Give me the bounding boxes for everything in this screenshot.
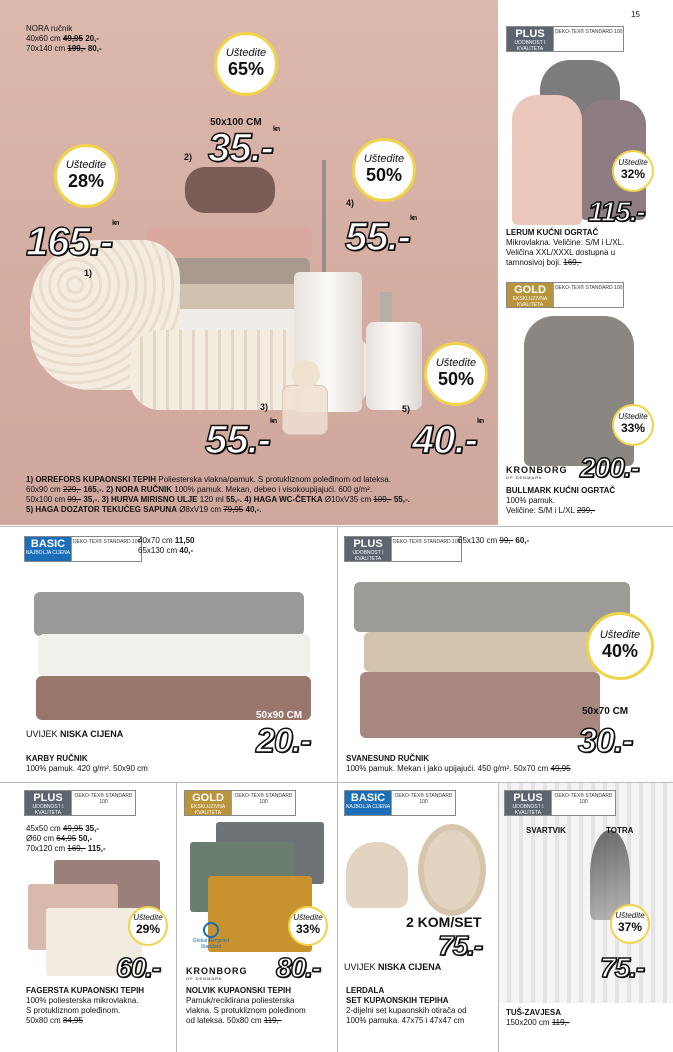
hero-desc-price: 55,-. <box>226 495 243 504</box>
price-value: 35.- <box>208 126 273 170</box>
nora-info <box>26 24 102 54</box>
badge-label <box>185 791 231 815</box>
price-nora <box>208 126 279 171</box>
old-price: 299,- <box>576 506 596 515</box>
savings-burst-29 <box>128 906 168 946</box>
karby-variants <box>138 536 195 556</box>
fagersta-info <box>26 986 174 1026</box>
savings-burst-50-wc <box>352 138 416 202</box>
burst-value: 32% <box>620 167 646 181</box>
product-desc: 100% pamuka. 47x75 i 47x47 cm <box>346 1016 465 1025</box>
old-price: 119,- <box>263 1016 282 1025</box>
svanesund-variant <box>458 536 529 546</box>
product-desc: 100% pamuk. 420 g/m². 50x90 cm <box>26 764 148 773</box>
badge-label <box>345 791 391 815</box>
badge-title: PLUS <box>513 792 543 804</box>
burst-value: 28% <box>67 171 105 191</box>
hero-panel <box>0 0 498 525</box>
nolvik-info <box>186 986 334 1026</box>
nora-new1: 20,- <box>85 34 99 43</box>
product-desc: 2-dijelni set kupaonskih otirača od <box>346 1006 467 1015</box>
hero-desc-new: 35,-. <box>83 495 100 504</box>
savings-burst-33 <box>612 404 654 446</box>
old-price: 169,- <box>563 258 582 267</box>
brand-name: KRONBORG <box>506 465 568 475</box>
lerdala-info <box>346 986 496 1026</box>
karby-size-label: 50x90 CM <box>256 710 303 721</box>
nora-new2: 80,- <box>87 44 102 53</box>
tus-info <box>506 1008 666 1028</box>
lerdala-set-label: 2 KOM/SET <box>406 914 482 930</box>
plus-badge <box>344 536 462 562</box>
variant-old: 169,- <box>67 844 86 853</box>
product-desc: Pamuk/reciklirana poliesterska <box>186 996 295 1005</box>
oeko-tex-label: OEKO-TEX® STANDARD 100 <box>551 791 615 815</box>
hero-desc-size4: Ø10xV35 cm <box>324 495 372 504</box>
badge-label <box>507 283 553 307</box>
price-soap <box>412 418 483 463</box>
badge-title: GOLD <box>192 792 224 804</box>
scent-flower <box>292 360 320 388</box>
niska-text: NISKA CIJENA <box>60 729 124 739</box>
hero-desc-new: 165,-. <box>83 485 104 494</box>
badge-title: PLUS <box>33 792 63 804</box>
nora-line2 <box>26 44 102 54</box>
hero-desc-size: 50x100 cm <box>26 495 66 504</box>
product-desc <box>506 258 668 268</box>
burst-label: Uštedite <box>133 913 163 922</box>
price-lerum <box>588 196 645 228</box>
nora-line1 <box>26 34 102 44</box>
variant-svartvik: SVARTVIK <box>526 826 566 835</box>
hero-desc-text2: 100% pamuk. Mekan, debeo i visokoupijajući. 600 g/m². <box>174 485 373 494</box>
shower-curtain <box>499 783 673 1003</box>
badge-title: BASIC <box>350 792 386 804</box>
karby-towel-grey <box>34 592 304 636</box>
savings-burst-37 <box>610 904 650 944</box>
brand-sub: OF DENMARK <box>186 976 223 981</box>
product-desc: 100% pamuk. <box>506 496 555 505</box>
product-title: TUŠ-ZAVJESA <box>506 1008 561 1017</box>
price-value: 55.- <box>205 418 270 462</box>
uvijek-niska-logo <box>344 962 441 972</box>
variant-size: 40x70 cm <box>138 536 173 545</box>
variant-price: 40,- <box>179 546 194 555</box>
svanesund-towel-mauve <box>360 672 600 738</box>
hero-desc-item2: 2) NORA RUČNIK <box>106 485 173 494</box>
oeko-tex-label: OEKO-TEX® STANDARD 100 <box>391 791 455 815</box>
variant-new: 115,- <box>87 844 106 853</box>
burst-value: 37% <box>617 920 643 934</box>
nora-size1: 40x60 cm <box>26 34 61 43</box>
plus-badge <box>506 26 624 52</box>
burst-label: Uštedite <box>65 159 107 171</box>
product-desc: Mikrovlakna. Veličine: S/M i L/XL. <box>506 238 625 247</box>
nora-title: NORA ručnik <box>26 24 73 33</box>
variant-row <box>26 834 106 844</box>
oeko-tex-label: OEKO-TEX® STANDARD 100 <box>71 791 135 815</box>
price-bullmark <box>580 452 639 484</box>
oeko-tex-label: OEKO-TEX® STANDARD 100 <box>71 537 141 561</box>
savings-burst-28 <box>54 144 118 208</box>
v-divider-mid <box>337 527 338 782</box>
price-orrefors <box>26 220 118 265</box>
hero-desc-text1: Poliesterska vlakna/pamuk. S protukliznom poleđinom od lateksa. <box>158 475 391 484</box>
savings-burst-33-nolvik <box>288 906 328 946</box>
product-desc <box>346 764 576 774</box>
karby-info <box>26 754 148 774</box>
product-desc: vlakna. S protukliznom poleđinom <box>186 1006 306 1015</box>
burst-value: 65% <box>227 59 265 79</box>
hero-desc-size: 60x90 cm <box>26 485 61 494</box>
badge-label <box>507 27 553 51</box>
product-desc-text: Veličine: S/M i L/XL <box>506 506 575 515</box>
badge-subtitle: EKSKLUZIVNA KVALITETA <box>512 296 548 308</box>
bullmark-info <box>506 486 668 516</box>
variant-new: 60,- <box>515 536 530 545</box>
price-currency: kn <box>476 418 484 425</box>
price-nolvik <box>276 952 320 984</box>
price-value: 200.- <box>580 452 639 483</box>
variant-new: 35,- <box>85 824 99 833</box>
product-desc: S protukliznom poleđinom. <box>26 1006 121 1015</box>
plus-badge <box>504 790 616 816</box>
product-desc-text: tamnosivoj boji. <box>506 258 562 267</box>
variant-old: 64,95 <box>56 834 77 843</box>
burst-label: Uštedite <box>599 629 641 641</box>
hero-desc-old: 79,95 <box>223 505 244 514</box>
nora-size2: 70x140 cm <box>26 44 66 53</box>
product-desc-text: 100% pamuk. Mekan i jako upijajući. 450 g/m². 50x70 cm <box>346 764 549 773</box>
hero-desc-line2 <box>26 485 491 495</box>
kronborg-logo <box>506 465 568 480</box>
product-title: NOLVIK KUPAONSKI TEPIH <box>186 986 292 995</box>
price-lerdala <box>438 930 482 962</box>
niska-text: NISKA CIJENA <box>378 962 442 972</box>
oeko-tex-label: OEKO-TEX® STANDARD 100 <box>391 537 461 561</box>
badge-subtitle: UDOBNOST I KVALITETA <box>514 40 546 52</box>
product-subtitle: SET KUPAONSKIH TEPIHA <box>346 996 449 1005</box>
old-price: 49,95 <box>550 764 571 773</box>
price-value: 30.- <box>578 722 633 760</box>
burst-value: 29% <box>135 922 161 936</box>
price-karby <box>256 722 311 761</box>
burst-label: Uštedite <box>618 412 648 421</box>
towel-brown-rolled <box>185 167 275 213</box>
variant-row <box>138 546 195 556</box>
hero-desc-new: 40,-. <box>245 505 262 514</box>
lerdala-rug-oval <box>418 824 486 916</box>
badge-subtitle: NAJBOLJA CIJENA <box>345 804 391 810</box>
burst-label: Uštedite <box>225 47 267 59</box>
variant-row <box>138 536 195 546</box>
product-desc-text: od lateksa. 50x80 cm <box>186 1016 262 1025</box>
svanesund-towel-beige <box>364 632 614 672</box>
savings-burst-50-soap <box>424 342 488 406</box>
burst-label: Uštedite <box>435 357 477 369</box>
hero-desc-line3 <box>26 495 491 505</box>
product-title: SVANESUND RUČNIK <box>346 754 429 763</box>
old-price: 84,95 <box>62 1016 83 1025</box>
badge-subtitle: NAJBOLJA CIJENA <box>25 550 71 556</box>
hero-desc-item4: 4) HAGA WC-ČETKA <box>244 495 323 504</box>
oeko-tex-label: OEKO-TEX® STANDARD 100 <box>553 283 623 307</box>
product-desc: Veličina XXL/XXXL dostupna u <box>506 248 616 257</box>
hero-desc-old: 109,- <box>373 495 392 504</box>
badge-title: BASIC <box>30 538 66 550</box>
product-desc <box>26 1016 174 1026</box>
brand-name: KRONBORG <box>186 966 248 976</box>
nora-old2: 199,- <box>67 44 86 53</box>
page-number: 15 <box>631 10 640 19</box>
product-desc-text: 50x80 cm <box>26 1016 61 1025</box>
hero-desc-item5: 5) HAGA DOZATOR TEKUĆEG SAPUNA <box>26 505 177 514</box>
price-value: 165.- <box>26 220 113 264</box>
hero-desc-text3: 120 ml <box>199 495 224 504</box>
uvijek-niska-logo <box>26 729 123 739</box>
wc-brush-stick <box>322 160 326 275</box>
lerdala-rug-contour <box>346 842 408 908</box>
burst-value: 50% <box>437 369 475 389</box>
hero-desc-new: 55,-. <box>393 495 410 504</box>
item-number-2: 2) <box>184 152 193 162</box>
product-title: KARBY RUČNIK <box>26 754 88 763</box>
v-divider-b2 <box>337 783 338 1052</box>
variant-size: 70x120 cm <box>26 844 66 853</box>
product-desc <box>506 1018 666 1028</box>
hero-desc-line4 <box>26 505 491 515</box>
savings-burst-40 <box>586 612 654 680</box>
price-value: 60.- <box>116 952 161 983</box>
burst-value: 40% <box>601 641 639 661</box>
price-fagersta <box>116 952 160 984</box>
price-value: 80.- <box>276 952 321 983</box>
burst-value: 50% <box>365 165 403 185</box>
variant-size: 65x130 cm <box>138 546 178 555</box>
uvijek-text: UVIJEK <box>26 729 58 739</box>
item-number-1: 1) <box>84 268 93 278</box>
uvijek-text: UVIJEK <box>344 962 376 972</box>
badge-subtitle: UDOBNOST I KVALITETA <box>32 804 64 816</box>
price-tus <box>600 952 644 984</box>
price-scent <box>205 418 276 463</box>
old-price: 119,- <box>551 1018 570 1027</box>
plus-badge <box>24 790 136 816</box>
variant-size: Ø60 cm <box>26 834 55 843</box>
scent-oil-bottle <box>282 385 328 435</box>
gold-badge <box>184 790 296 816</box>
badge-title: PLUS <box>353 538 383 550</box>
burst-label: Uštedite <box>618 158 648 167</box>
price-value: 75.- <box>600 952 645 983</box>
badge-subtitle: UDOBNOST I KVALITETA <box>512 804 544 816</box>
variant-row <box>26 844 106 854</box>
badge-label <box>345 537 391 561</box>
product-title: LERUM KUĆNI OGRTAČ <box>506 228 599 237</box>
oeko-tex-label: OEKO-TEX® STANDARD 100 <box>231 791 295 815</box>
nora-size-label: 50x100 CM <box>210 117 262 128</box>
price-value: 115.- <box>588 196 645 227</box>
hero-desc-line1 <box>26 475 491 485</box>
fagersta-variants <box>26 824 106 854</box>
v-divider-b1 <box>176 783 177 1052</box>
item-number-5: 5) <box>402 404 411 414</box>
hero-desc-item3: 3) HURVA MIRISNO ULJE <box>101 495 198 504</box>
product-desc <box>186 1016 334 1026</box>
price-value: 75.- <box>438 930 483 961</box>
product-title: LERDALA <box>346 986 385 995</box>
lerum-info <box>506 228 668 268</box>
nora-old1: 49,95 <box>62 34 83 43</box>
burst-label: Uštedite <box>363 153 405 165</box>
badge-subtitle: UDOBNOST I KVALITETA <box>352 550 384 562</box>
product-desc-text: 150x200 cm <box>506 1018 550 1027</box>
variant-price: 11,50 <box>174 536 195 545</box>
svanesund-info <box>346 754 576 774</box>
product-title: FAGERSTA KUPAONSKI TEPIH <box>26 986 145 995</box>
burst-value: 33% <box>295 922 321 936</box>
burst-label: Uštedite <box>615 911 645 920</box>
basic-badge <box>24 536 142 562</box>
soap-pump <box>380 292 392 322</box>
hero-desc-text5: Ø8xV19 cm <box>179 505 221 514</box>
kronborg-logo <box>186 966 248 981</box>
variant-size: 45x50 cm <box>26 824 61 833</box>
hero-desc-old: 99,- <box>67 495 82 504</box>
variant-old: 99,- <box>499 536 514 545</box>
hero-desc-item1: 1) ORREFORS KUPAONSKI TEPIH <box>26 475 157 484</box>
robe-bullmark <box>524 316 634 466</box>
soap-dispenser <box>366 322 422 410</box>
price-currency: kn <box>269 418 277 425</box>
gold-badge <box>506 282 624 308</box>
badge-title: GOLD <box>514 284 546 296</box>
badge-subtitle: EKSKLUZIVNA KVALITETA <box>190 804 226 816</box>
item-number-3: 3) <box>260 402 269 412</box>
variant-old: 49,95 <box>62 824 83 833</box>
svanesund-towel-grey <box>354 582 630 632</box>
badge-label <box>25 537 71 561</box>
basic-badge <box>344 790 456 816</box>
burst-value: 33% <box>620 421 646 435</box>
product-desc <box>506 506 668 516</box>
price-value: 20.- <box>256 722 311 760</box>
variant-row <box>26 824 106 834</box>
robe-pink <box>512 95 582 225</box>
variant-totra: TOTRA <box>606 826 634 835</box>
svanesund-size-label: 50x70 CM <box>582 706 629 717</box>
price-value: 40.- <box>412 418 477 462</box>
product-title: BULLMARK KUĆNI OGRTAČ <box>506 486 616 495</box>
badge-label <box>505 791 551 815</box>
karby-towel-white <box>38 634 310 676</box>
price-currency: kn <box>112 220 119 227</box>
price-value: 55.- <box>345 215 410 259</box>
savings-burst-65 <box>214 32 278 96</box>
global-recycled-logo <box>184 922 238 950</box>
grs-text: Global Recycled Standard <box>192 938 230 950</box>
badge-label <box>25 791 71 815</box>
savings-burst-32 <box>612 150 654 192</box>
badge-title: PLUS <box>515 28 545 40</box>
recycle-icon <box>203 922 219 938</box>
item-number-4: 4) <box>346 198 355 208</box>
burst-label: Uštedite <box>293 913 323 922</box>
price-wc <box>345 215 416 260</box>
variant-size: 65x130 cm <box>458 536 498 545</box>
hero-description <box>26 475 491 515</box>
price-currency: kn <box>409 215 417 222</box>
price-svanesund <box>578 722 633 761</box>
price-currency: kn <box>272 126 280 133</box>
product-desc: 100% poliesterska mikrovlakna. <box>26 996 139 1005</box>
hero-desc-old: 229,- <box>62 485 82 494</box>
variant-new: 50,- <box>78 834 93 843</box>
brand-sub: OF DENMARK <box>506 475 543 480</box>
oeko-tex-label: OEKO-TEX® STANDARD 100 <box>553 27 623 51</box>
